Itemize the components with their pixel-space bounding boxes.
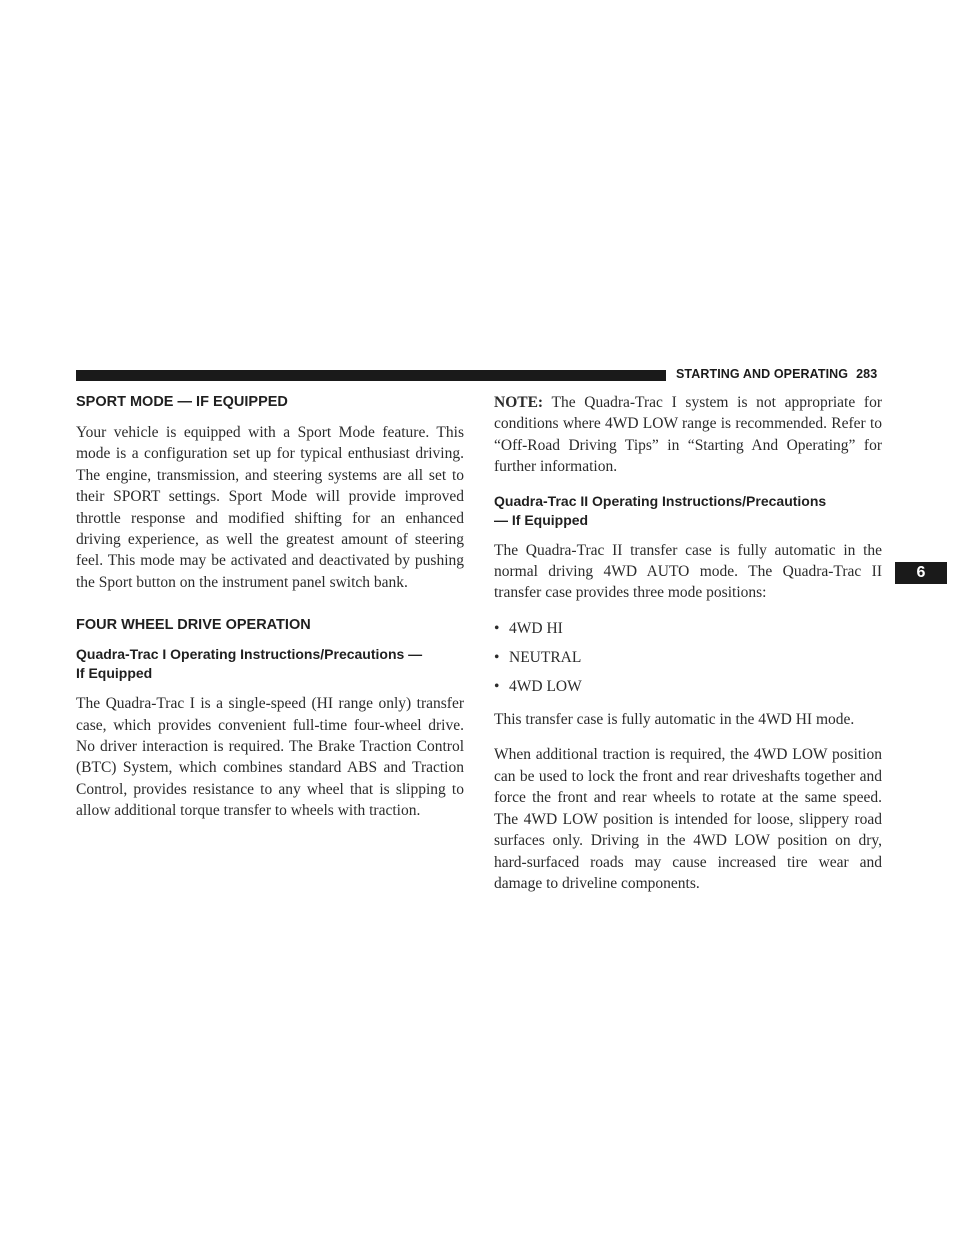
- running-header: [676, 367, 896, 381]
- bullet-icon: •: [494, 648, 500, 666]
- quadra-trac-1-heading-line1: Quadra-Trac I Operating Instructions/Precautions —: [76, 646, 423, 663]
- sport-mode-heading: SPORT MODE — IF EQUIPPED: [76, 394, 288, 410]
- mode-positions-list: [494, 618, 882, 697]
- four-wheel-drive-section: [76, 615, 464, 635]
- header-section-title: STARTING AND OPERATING: [676, 367, 849, 381]
- mode-label: 4WD HI: [509, 619, 563, 637]
- sport-mode-body: Your vehicle is equipped with a Sport Mode feature. This mode is a configuration set up for typical enthusiast driving. The engine, transmission, and steering systems are all set to their SPORT settings. Sport Mode will provide improved throttle response and modified shifting for an enhanced driving experience, as well the greatest amount of steering feel. This mode may be activated and deactivated by pushing the Sport button on the instrument panel switch bank.: [76, 424, 464, 591]
- quadra-trac-2-intro: The Quadra-Trac II transfer case is fully automatic in the normal driving 4WD AUTO mode. The Quadra-Trac II transfer case provides three mode positions:: [494, 541, 882, 602]
- note-text: The Quadra-Trac I system is not appropriate for conditions where 4WD LOW range is recommended. Refer to “Off-Road Driving Tips” in “Starting And Operating” for further information.: [494, 394, 882, 476]
- quadra-trac-2-heading: [494, 492, 882, 530]
- list-item: [494, 676, 882, 697]
- quadra-trac-2-heading-line1: Quadra-Trac II Operating Instructions/Precautions: [494, 492, 827, 509]
- mode-label: NEUTRAL: [509, 648, 582, 666]
- note-paragraph: [494, 392, 882, 478]
- sport-mode-section: [76, 392, 464, 593]
- left-column: [76, 392, 464, 836]
- page-number: 283: [856, 367, 878, 381]
- bullet-icon: •: [494, 677, 500, 695]
- note-label: NOTE:: [494, 394, 544, 411]
- quadra-trac-2-heading-line2: — If Equipped: [494, 511, 589, 528]
- additional-traction-paragraph: When additional traction is required, the 4WD LOW position can be used to lock the front and rear driveshafts together and force the front and rear wheels to rotate at the same speed. The 4WD LOW position is intended for loose, slippery road surfaces only. Driving in the 4WD LOW position on dry, hard-surfaced roads may cause increased tire wear and damage to driveline components.: [494, 746, 882, 892]
- mode-label: 4WD LOW: [509, 677, 582, 695]
- chapter-tab: 6: [895, 562, 947, 584]
- quadra-trac-1-heading-line2: If Equipped: [76, 665, 153, 682]
- quadra-trac-1-heading: [76, 645, 464, 683]
- quadra-trac-1-body: The Quadra-Trac I is a single-speed (HI range only) transfer case, which provides convenient full-time four-wheel drive. No driver interaction is required. The Brake Traction Control (BTC) System, which combines standard ABS and Traction Control, provides resistance to any wheel that is slipping to allow additional torque transfer to wheels with traction.: [76, 695, 464, 820]
- list-item: [494, 618, 882, 639]
- bullet-icon: •: [494, 619, 500, 637]
- quadra-trac-2-section: [494, 492, 882, 895]
- header-rule: [76, 370, 666, 381]
- list-item: [494, 647, 882, 668]
- quadra-trac-1-section: [76, 645, 464, 821]
- right-column: [494, 392, 882, 908]
- auto-mode-note: This transfer case is fully automatic in the 4WD HI mode.: [494, 711, 855, 729]
- four-wheel-drive-heading: FOUR WHEEL DRIVE OPERATION: [76, 617, 311, 634]
